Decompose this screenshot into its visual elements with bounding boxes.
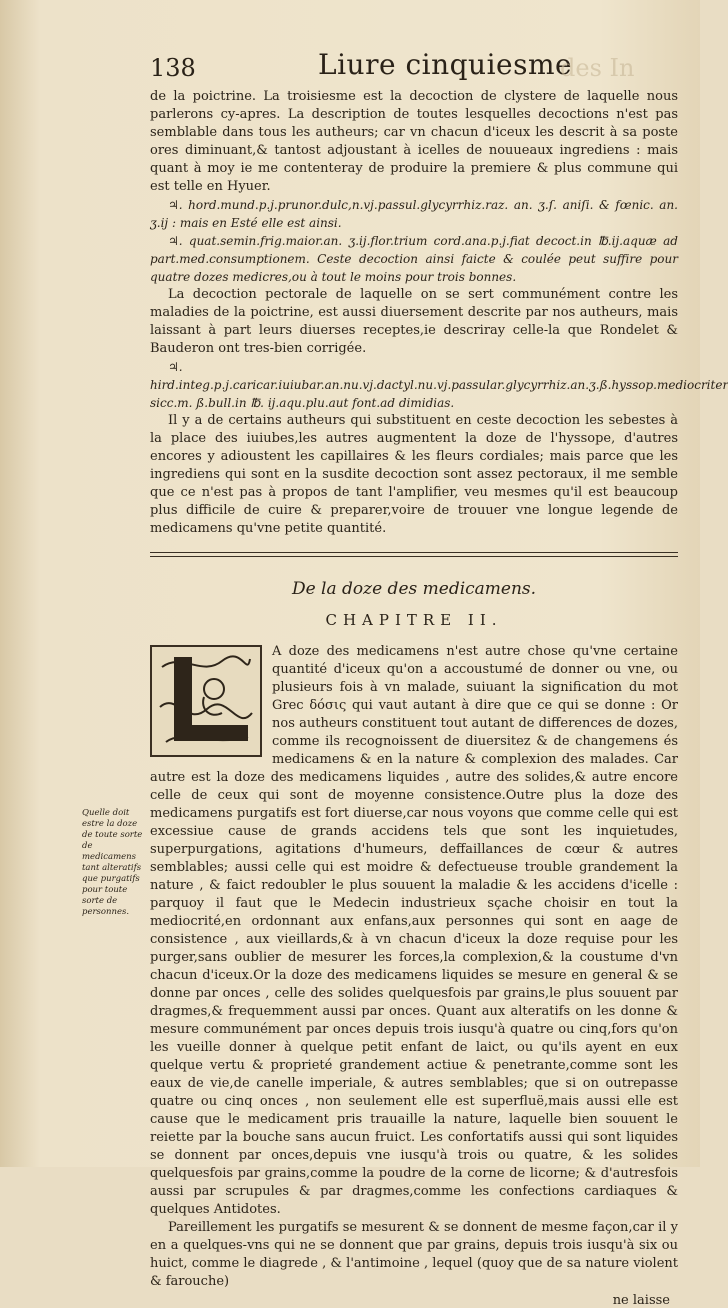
recipe-pectoral: ♃. hird.integ.p.j.caricar.iuiubar.an.nu.vj.dactyl.nu.vj.passular.glycyrrhiz.an.ʒ.ß.hyssop.mediocriter sicc.m. ß.bull.in ℔. ij.aqu.plu.aut font.ad dimidias. [150,360,728,410]
section-divider [150,552,678,557]
paragraph: de la poictrine. La troisiesme est la decoction de clystere de laquelle nous parlerons cy-apres. La description de toutes lesquelles decoctions n'est pas semblable dans tous les autheurs; car vn chacun d'iceux les descrit à sa poste ores diminuant,& tantost adjoustant à icelles de nouueaux ingrediens : mais quant à moy ie me contenteray de produire la premiere & plus commune qui est telle en Hyuer. [150,89,678,194]
running-head: Liure cinquiesme [318,48,573,81]
recipe-summer: ♃. quat.semin.frig.maior.an. ʒ.ij.flor.trium cord.ana.p.j.fiat decoct.in ℔.ij.aquæ ad part.med.consumptionem. Ceste decoction ainsi faicte & coulée peut suffire pour quatre dozes medicres,ou à tout le moins pour trois bonnes. [150,234,678,284]
margin-note: Quelle doit estre la doze de toute sorte de medicamens tant alteratifs que purgatifs pour toute sorte de personnes. [82,808,143,917]
chapter-text-continued: Pareillement les purgatifs se mesurent & se donnent de mesme façon,car il y en a quelques-vns qui ne se donnent que par grains, depuis trois iusqu'à six ou huict, comme le diagrede , & l'antimoine , lequel (quoy que de sa nature violent & farouche) [150,1220,678,1289]
chapter-text: A doze des medicamens n'est autre chose qu'vne certaine quantité d'iceux qu'on a accoustumé de donner ou vne, ou plusieurs fois à vn malade, suiuant la signification du mot Grec δόσις qui vaut autant à dire que ce qui se donne : Or nos autheurs constituent tout autant de differences de dozes, comme ils recognoissent de diuersitez & de changemens és medicamens & en la nature & complexion des malades. Car autre est la doze des medicamens liquides , autre des solides,& autre encore celle de ceux qui sont de moyenne consistence.Outre plus la doze des medicamens purgatifs est fort diuerse,car nous voyons que comme celle qui est excessiue cause de grands accidens tels que sont les inquietudes, superpurgations, agitations d'humeurs, deffaillances de cœur & autres semblables; aussi celle qui est moidre & defectueuse trouble grandement la nature , & faict redoubler le plus souuent la maladie & les accidens d'icelle : parquoy il faut que le Medecin industrieux sçache choisir en tout la mediocrité,en ordonnant aux enfans,aux personnes qui sont en aage de consistence , aux vieillards,& à vn chacun d'iceux la doze requise pour les purger,sans oublier de mesurer les forces,la complexion,& la coustume d'vn chacun d'iceux.Or la doze des medicamens liquides se mesure en general & se donne par onces , celle des solides quelquesfois par grains,le plus souuent par dragmes,& frequemment aussi par onces. Quant aux alteratifs on les donne & mesure communément par onces depuis trois iusqu'à quatre ou cinq,fors qu'on les vueille donner à quelque petit enfant de laict, ou qu'ils ayent en eux quelque vertu & proprieté grandement actiue & penetrante,comme sont les eaux de vie,de canelle imperiale, & autres semblables; que si on outrepasse quatre ou cinq onces , non seulement elle est superfluë,mais aussi elle est cause que le medicament pris trauaille la nature, laquelle bien souuent le reiette par la bouche sans aucun fruict. Les confortatifs aussi qui sont liquides se donnent par onces,depuis vne iusqu'à trois ou quatre, & les solides quelquesfois par grains,comme la poudre de la corne de licorne; & d'autresfois aussi par scrupules & par dragmes,comme les confections cardiaques & quelques Antidotes. [150,644,678,1217]
page-number: 138 [150,54,196,82]
page-body [150,88,728,1308]
recipe-winter: ♃. hord.mund.p.j.prunor.dulc,n.vj.passul.glycyrrhiz.raz. an. ʒ.ſ. aniſi. & fœnic. an. ʒ.ij : mais en Esté elle est ainsi. [150,198,678,230]
catchword: ne laisse [612,1293,670,1308]
paragraph: Il y a de certains autheurs qui substituent en ceste decoction les sebestes à la place des iuiubes,les autres augmentent la doze de l'hyssope, d'autres encores y adioustent les capillaires & les fleurs cordiales; mais parce que les ingrediens qui sont en la susdite decoction sont assez pectoraux, il me semble que ce n'est pas à propos de tant l'amplifier, veu mesmes qu'il est beaucoup plus difficile de cuire & preparer,voire de trouuer vne longue legende de medicamens qu'vne petite quantité. [150,413,678,536]
bleed-through-text: des In [560,54,635,82]
section-title: De la doze des medicamens. [291,579,537,599]
page-header [150,48,670,88]
paragraph: La decoction pectorale de laquelle on se sert communément contre les maladies de la poictrine, est aussi diuersement descrite par nos autheurs, mais laissant à part leurs diuerses receptes,ie descriray celle-la que Rondelet & Bauderon ont tres-bien corrigée. [150,287,678,356]
ornamental-initial-l-icon [150,645,262,757]
chapter-title: CHAPITRE II. [325,611,503,629]
